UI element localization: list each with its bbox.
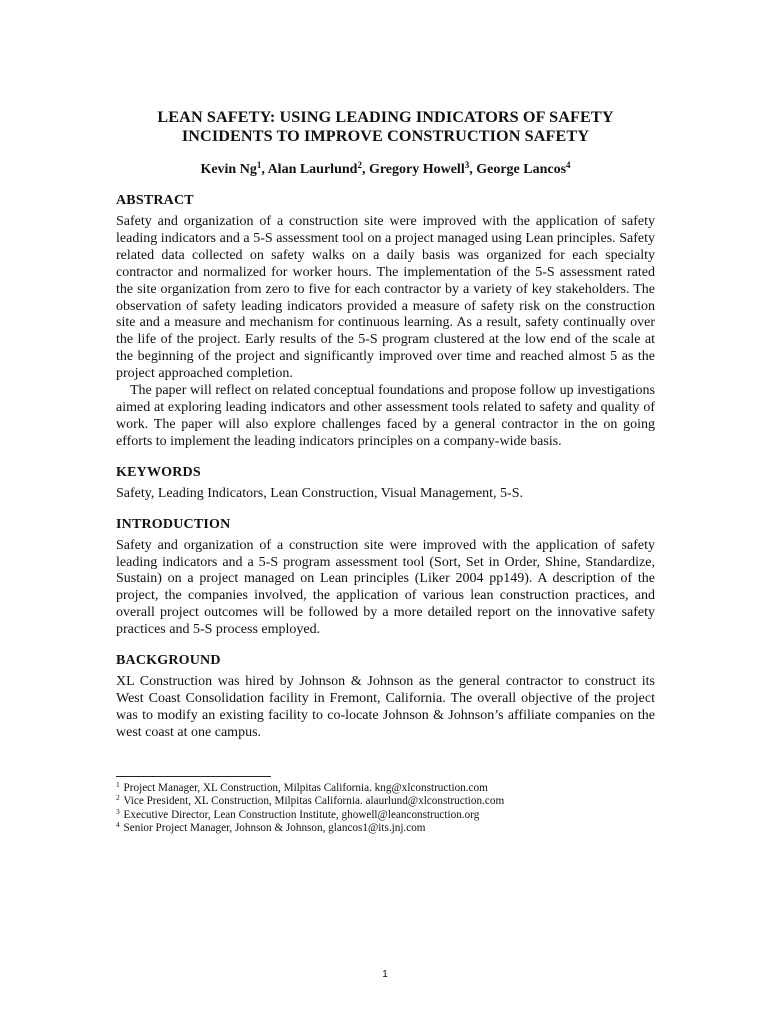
author: Gregory Howell$^3$, [368, 160, 477, 177]
introduction-heading: INTRODUCTION [116, 516, 231, 532]
abstract-paragraph-2: The paper will reflect on related conceptual foundations and propose follow up investigations aimed at exploring leading indicators and other assessment tools related to safety and quality of work. The paper will also explore challenges faced by a general contractor in the on going efforts to implement the leading indicators principles on a company-wide basis. [116, 383, 655, 449]
footnote-divider [116, 776, 271, 777]
background-heading: BACKGROUND [116, 653, 221, 669]
abstract-paragraph-1: Safety and organization of a construction site were improved with the application of safety leading indicators and a 5-S assessment tool on a project managed using Lean principles. Safety related data collected on safety walks on a daily basis was organized for each specialty contractor and normalized for worker hours. The implementation of the 5-S assessment rated the site organization from zero to five for each contractor by a variety of key stakeholders. The observation of safety leading indicators provided a measure of safety risk on the construction site and a measure and mechanism for continuous learning. As a result, safety continually over the life of the project. Early results of the 5-S program clustered at the low end of the scale at the beginning of the project and significantly improved over time and reached almost 5 as the project approached completion. [116, 214, 655, 382]
title-line-1: LEAN SAFETY: USING LEADING INDICATORS OF SAFETY [157, 108, 614, 126]
paper-page [116, 108, 655, 836]
footnote: $^4$ Senior Project Manager, Johnson & Johnson, glancos1@its.jnj.com [116, 820, 426, 835]
title-line-2: INCIDENTS TO IMPROVE CONSTRUCTION SAFETY [181, 127, 590, 145]
author: George Lancos$^4$ [476, 160, 571, 177]
author-list [116, 161, 655, 179]
author: Kevin Ng$^1$, [200, 160, 268, 177]
footnote: $^1$ Project Manager, XL Construction, Milpitas California. kng@xlconstruction.com [116, 779, 488, 794]
paper-title [116, 108, 655, 146]
background-paragraph: XL Construction was hired by Johnson & Johnson as the general contractor to construct its West Coast Consolidation facility in Fremont, California. The overall objective of the project was to modify an existing facility to co-locate Johnson & Johnson’s affiliate companies on the west coast at one campus. [116, 674, 655, 740]
author: Alan Laurlund$^2$, [267, 160, 369, 177]
keywords-heading: KEYWORDS [116, 464, 201, 480]
footnote-mark: 1 [256, 160, 262, 170]
footnote: $^2$ Vice President, XL Construction, Milpitas California. alaurlund@xlconstruction.com [116, 793, 505, 808]
footnote: $^3$ Executive Director, Lean Construction Institute, ghowell@leanconstruction.org [116, 806, 480, 821]
introduction-paragraph: Safety and organization of a construction site were improved with the application of safety leading indicators and a 5-S program assessment tool (Sort, Set in Order, Shine, Standardize, Sustain) on a project managed on Lean principles (Liker 2004 pp149). A description of the project, the companies involved, the application of various lean construction practices, and overall project outcomes will be followed by a more detailed report on the innovative safety practices and 5-S process employed. [116, 537, 655, 638]
footnote-mark: 3 [464, 160, 470, 170]
footnotes [116, 779, 655, 836]
page-number: 1 [382, 969, 388, 980]
footnote-mark: 4 [566, 160, 571, 170]
abstract-heading: ABSTRACT [116, 193, 194, 208]
keywords-text: Safety, Leading Indicators, Lean Construction, Visual Management, 5-S. [116, 485, 524, 501]
footnote-mark: 2 [357, 160, 362, 170]
